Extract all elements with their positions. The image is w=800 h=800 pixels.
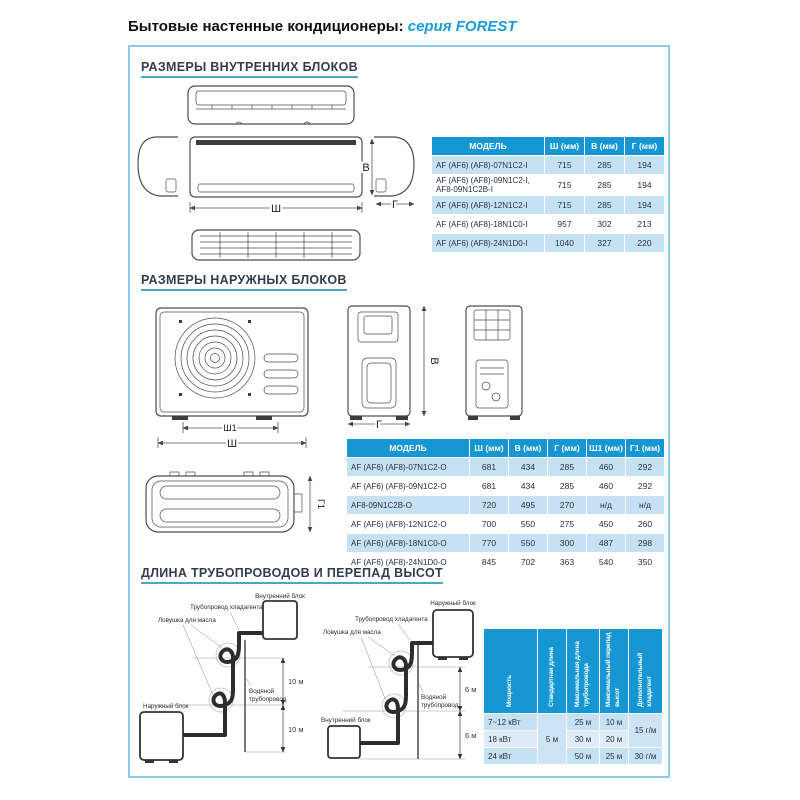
cell-model: AF (AF6) (AF8)-24N1D0-I xyxy=(432,234,545,253)
cell-value: 275 xyxy=(548,515,587,534)
height-dim-top: 6 м xyxy=(465,685,477,694)
cell-value: н/д xyxy=(587,496,626,515)
col-header-w1: Ш1 (мм) xyxy=(587,439,626,458)
table-row xyxy=(347,458,665,477)
cell-value: 715 xyxy=(545,156,585,175)
cell-model: AF (AF6) (AF8)-07N1C2-O xyxy=(347,458,470,477)
cell-value: 550 xyxy=(509,515,548,534)
cell-value: 460 xyxy=(587,477,626,496)
table-row xyxy=(347,534,665,553)
cell-model: AF (AF6) (AF8)-24N1D0-O xyxy=(347,553,470,572)
cell-value: 285 xyxy=(585,175,625,196)
cell-value: 434 xyxy=(509,458,548,477)
cell-value: 10 м xyxy=(600,714,629,731)
cell-value: 25 м xyxy=(600,748,629,765)
table-row xyxy=(347,515,665,534)
height-dim-top: 10 м xyxy=(288,677,304,686)
indoor-unit-drawing xyxy=(136,84,426,262)
cell-extra-refrigerant: 30 г/м xyxy=(629,748,663,765)
water-pipe-label-1: Водяной xyxy=(249,688,275,695)
page-title xyxy=(128,18,517,35)
table-row xyxy=(347,496,665,515)
height-dim-bottom: 10 м xyxy=(288,725,304,734)
cell-value: 30 м xyxy=(567,731,600,748)
col-header-d: Г (мм) xyxy=(548,439,587,458)
col-header-model: МОДЕЛЬ xyxy=(432,137,545,156)
indoor-unit-box xyxy=(263,601,297,639)
indoor-unit-box xyxy=(328,726,360,758)
cell-value: 845 xyxy=(470,553,509,572)
cell-value: 285 xyxy=(585,196,625,215)
cell-value: 292 xyxy=(626,477,665,496)
cell-value: 302 xyxy=(585,215,625,234)
table-header-row xyxy=(347,439,665,458)
cell-value: 450 xyxy=(587,515,626,534)
col-header-model: МОДЕЛЬ xyxy=(347,439,470,458)
cell-value: 681 xyxy=(470,458,509,477)
height-dim-bottom: 6 м xyxy=(465,731,477,740)
refrigerant-pipe-label: Трубопровод хладагента xyxy=(190,604,263,611)
cell-value: 50 м xyxy=(567,748,600,765)
indoor-unit-label: Внутренний блок xyxy=(321,717,371,724)
col-header-d1: Г1 (мм) xyxy=(626,439,665,458)
cell-value: 285 xyxy=(548,458,587,477)
table-row xyxy=(432,175,665,196)
cell-value: н/д xyxy=(626,496,665,515)
fan-grille xyxy=(175,318,255,398)
table-row xyxy=(432,196,665,215)
indoor-front-view xyxy=(190,137,362,197)
cell-value: 681 xyxy=(470,477,509,496)
col-header-h: В (мм) xyxy=(585,137,625,156)
cell-value: 298 xyxy=(626,534,665,553)
indoor-bottom-view xyxy=(192,230,360,260)
cell-value: 25 м xyxy=(567,714,600,731)
cell-value: 720 xyxy=(470,496,509,515)
col-header-w: Ш (мм) xyxy=(545,137,585,156)
water-pipe-label-2: трубопровод xyxy=(249,696,287,703)
outdoor-unit-box xyxy=(433,610,473,657)
dim-label-depth: Г xyxy=(392,199,398,211)
table-row xyxy=(484,714,663,731)
col-header-standard-length: Стандартная длина xyxy=(538,629,567,714)
water-pipe-label-1: Водяной xyxy=(421,694,447,701)
cell-model: AF (AF6) (AF8)-07N1C2-I xyxy=(432,156,545,175)
table-header-row xyxy=(484,629,663,714)
cell-value: 700 xyxy=(470,515,509,534)
indoor-left-profile xyxy=(138,137,178,196)
table-header-row xyxy=(432,137,665,156)
cell-value: 285 xyxy=(585,156,625,175)
section-title-outdoor: РАЗМЕРЫ НАРУЖНЫХ БЛОКОВ xyxy=(141,273,347,291)
cell-value: 495 xyxy=(509,496,548,515)
cell-model: AF (AF6) (AF8)-09N1C2-I, AF8-09N1C2B-I xyxy=(432,175,545,196)
cell-value: 770 xyxy=(470,534,509,553)
cell-value: 194 xyxy=(625,175,665,196)
outdoor-side-view xyxy=(348,306,410,420)
col-header-power: Мощность xyxy=(484,629,538,714)
col-header-d: Г (мм) xyxy=(625,137,665,156)
cell-value: 487 xyxy=(587,534,626,553)
outdoor-units-table xyxy=(346,438,665,572)
outdoor-unit-label: Наружный блок xyxy=(143,703,189,710)
indoor-right-profile xyxy=(374,137,414,196)
outdoor-top-view xyxy=(146,472,302,532)
table-row xyxy=(432,234,665,253)
cell-value: 715 xyxy=(545,196,585,215)
cell-value: 327 xyxy=(585,234,625,253)
refrigerant-pipe xyxy=(183,633,265,735)
indoor-unit-label: Внутренний блок xyxy=(255,593,305,600)
dim-label-height: В xyxy=(362,162,370,174)
refrigerant-pipe xyxy=(360,643,433,743)
col-header-max-length: Максимальная длина трубопровода xyxy=(567,629,600,714)
cell-value: 363 xyxy=(548,553,587,572)
refrigerant-pipe-label: Трубопровод хладагента xyxy=(355,616,428,623)
cell-value: 957 xyxy=(545,215,585,234)
col-header-max-drop: Максимальный перепад высот xyxy=(600,629,629,714)
cell-value: 194 xyxy=(625,196,665,215)
cell-power: 24 кВт xyxy=(484,748,538,765)
water-pipe-label-2: трубопровод xyxy=(421,702,459,709)
cell-value: 460 xyxy=(587,458,626,477)
table-row xyxy=(432,156,665,175)
page-title-text: Бытовые настенные кондиционеры: xyxy=(128,18,404,35)
cell-value: 20 м xyxy=(600,731,629,748)
dim-label-width: Ш xyxy=(270,203,282,215)
indoor-top-view xyxy=(188,86,354,124)
cell-value: 270 xyxy=(548,496,587,515)
cell-value: 350 xyxy=(626,553,665,572)
cell-value: 540 xyxy=(587,553,626,572)
piping-diagram-right xyxy=(313,593,483,785)
oil-trap-label: Ловушка для масла xyxy=(323,629,381,636)
col-header-w: Ш (мм) xyxy=(470,439,509,458)
table-row xyxy=(432,215,665,234)
cell-model: AF8-09N1C2B-O xyxy=(347,496,470,515)
cell-value: 260 xyxy=(626,515,665,534)
dim-label-d1: Г1 xyxy=(316,499,326,509)
cell-value: 194 xyxy=(625,156,665,175)
outdoor-front-view xyxy=(156,308,308,420)
cell-value: 300 xyxy=(548,534,587,553)
cell-value: 220 xyxy=(625,234,665,253)
col-header-extra-refrigerant: Дополнительный хладагент xyxy=(629,629,663,714)
col-header-h: В (мм) xyxy=(509,439,548,458)
cell-extra-refrigerant: 15 г/м xyxy=(629,714,663,748)
cell-model: AF (AF6) (AF8)-18N1C0-O xyxy=(347,534,470,553)
cell-value: 434 xyxy=(509,477,548,496)
outdoor-unit-box xyxy=(140,712,183,760)
outdoor-back-view xyxy=(466,306,522,420)
dim-label-h: В xyxy=(428,357,440,365)
section-title-indoor: РАЗМЕРЫ ВНУТРЕННИХ БЛОКОВ xyxy=(141,60,358,78)
oil-trap-label: Ловушка для масла xyxy=(158,617,216,624)
table-row xyxy=(347,477,665,496)
cell-power: 7~12 кВт xyxy=(484,714,538,731)
cell-value: 702 xyxy=(509,553,548,572)
cell-model: AF (AF6) (AF8)-12N1C2-I xyxy=(432,196,545,215)
cell-standard-length: 5 м xyxy=(538,714,567,765)
piping-diagram-left xyxy=(133,585,311,773)
indoor-units-table xyxy=(431,136,665,253)
indoor-dimensions xyxy=(190,139,414,215)
cell-value: 285 xyxy=(548,477,587,496)
cell-power: 18 кВт xyxy=(484,731,538,748)
section-title-piping: ДЛИНА ТРУБОПРОВОДОВ И ПЕРЕПАД ВЫСОТ xyxy=(141,566,443,584)
table-row xyxy=(484,748,663,765)
page-title-series: серия FOREST xyxy=(407,18,517,35)
cell-value: 550 xyxy=(509,534,548,553)
cell-value: 715 xyxy=(545,175,585,196)
cell-value: 213 xyxy=(625,215,665,234)
cell-value: 1040 xyxy=(545,234,585,253)
cell-value: 292 xyxy=(626,458,665,477)
outdoor-unit-label: Наружный блок xyxy=(430,600,476,607)
cell-model: AF (AF6) (AF8)-18N1C0-I xyxy=(432,215,545,234)
dim-label-w: Ш xyxy=(226,438,238,450)
dim-label-d: Г xyxy=(376,419,382,431)
cell-model: AF (AF6) (AF8)-12N1C2-O xyxy=(347,515,470,534)
piping-limits-table xyxy=(483,628,663,765)
dim-label-w1: Ш1 xyxy=(223,423,237,433)
cell-model: AF (AF6) (AF8)-09N1C2-O xyxy=(347,477,470,496)
